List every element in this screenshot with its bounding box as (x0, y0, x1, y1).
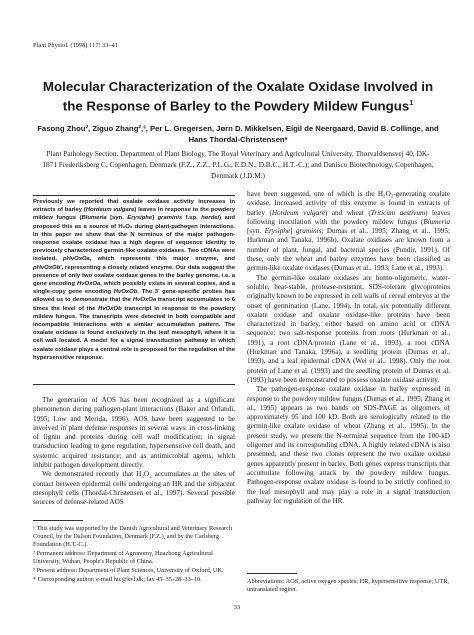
body-text: have been suggested, one of which is the H₂O₂-generating oxalate oxidase. Increased activity of this enzyme is found in extracts of barley ( (247, 190, 450, 217)
journal-reference: Plant Physiol. (1998) 117: 33–41 (33, 42, 118, 49)
body-paragraph: The generation of AOS has been recognized as a significant phenomenon during pathogen-plant interactions (Baker and Orlandi, 1995; Low and Merida, 1996). AOS have been suggested to be involved in plant defense responses in several ways: in cross-linking of lignin and proteins during cell wall modification; in signal transduction leading to gene regulation, hypersensitive cell death, and systemic acquired resistance; and as antimicrobial agents, which inhibit pathogen development directly. (33, 396, 235, 470)
species-name: Blumeria (423, 217, 450, 226)
body-paragraph (247, 190, 450, 274)
abstract-text: , which possibly exists in several copies, and a single-copy gene encoding (33, 281, 235, 296)
footnote-rule (33, 520, 83, 521)
article-title-text: Molecular Characterization of the Oxalate Oxidase Involved in the Response of Barley to the Powdery Mildew Fungus (42, 79, 434, 114)
page-number: 33 (233, 604, 241, 611)
left-column-body (33, 396, 235, 508)
body-paragraph: The pathogen-response oxalate oxidase in barley expressed in response to the powdery mildew fungus (Dumas et al., 1995; Zhang et al., 1995) appears as two bands on SDS-PAGE as oligomers of approximately 95 and 100 kD. Both are serologically related to the germin-like oxalate oxidase of wheat (Zhang et al., 1995). In the present study, we present the N-terminal sequence from the 100-kD oligomer and its corresponding cDNA. A highly related cDNA is also presented, and these two clones represent the two oxalate oxidase genes apparently present in barley. Both genes express transcripts that accumulate following attack by the powdery mildew fungus. Pathogen-response oxalate oxidase is found to be strictly confined to the leaf mesophyll and may play a role in a signal transduction pathway for regulation of the HR. (247, 385, 450, 505)
abstract-text: transcript in response to the powdery mildew fungus. The transcripts were detected in both compatible and incompatible interactions with a similar accumulation pattern. The oxalate oxidase is found exclusively in the leaf mesophyll, where it is cell wall located. A model for a signal transduction pathway in which oxalate oxidase plays a central role is proposed for the regulation of the hypersensitive response. (33, 305, 235, 361)
abstract-text: ) leaves in response to the powdery mildew fungus ( (33, 207, 235, 222)
body-text: ; Dumas et al., 1995; Zhang et al., 1995; Hurkman and Tanaka, 1996b). Oxalate oxidases are known from a number of plant, fungal, and bacterial species (Pundir, 1991). Of these, only the wheat and barley enzymes have been classified as germin-like oxalate oxidases (Dumas et al., 1993; Lane et al., 1993). (247, 227, 450, 273)
species-name: graminis (295, 227, 322, 236)
species-name: graminis (157, 215, 183, 222)
gene-name: HvOxOb (113, 289, 138, 296)
species-name: Blumeria (81, 215, 107, 222)
abstract (33, 198, 235, 362)
abstract-text: ) and proposed this as a source of H₂O₂ during plant-pathogen interactions. In this paper we show that the N terminus of the major pathogen-response oxalate oxidase has a high degree of sequence identity to previously characterized germin-like oxalate oxidases. Two cDNAs were isolated, (33, 215, 235, 263)
species-name: Erysiphe (127, 215, 153, 222)
body-text: ) leaves following inoculation with the powdery mildew fungus ( (247, 208, 451, 226)
footnote: ² Permanent address: Department of Agronomy, Huazhong Agricultural University, Wuhan, People's Republic of China. (33, 550, 213, 565)
abstract-text: . The 3' gene-specific probes has allowed us to demonstrate that the (33, 289, 235, 304)
abstract-text: Previously we reported that oxalate oxidase activity increases in extracts of barley ( (33, 199, 235, 214)
abstract-top-rule (33, 195, 235, 196)
species-name: Hordeum vulgare (271, 208, 325, 217)
abstract-text: f.sp. (182, 215, 202, 222)
article-title (33, 78, 443, 114)
footnote: * Corresponding author; e-mail htc@kvl.dk; fax 45–35–28–33–10. (33, 576, 202, 583)
abbreviations-footnote (247, 573, 450, 594)
body-paragraph: We demonstrated recently that H₂O₂ accumulates at the sites of contact between epidermal cells undergoing an HR and the subjacent mesophyll cells (Thordal-Christensen et al., 1997). Several possible sources of defense-related AOS (33, 470, 235, 507)
abbreviations-text: Abbreviations: AOS, active oxygen species; HR, hypersensitive response; UTR, untranslated region. (247, 578, 449, 593)
species-name: Hordeum vulgare (85, 207, 135, 214)
gene-name: pHvOxOa (62, 256, 90, 263)
author-affiliation: Plant Pathology Section, Department of Plant Biology, The Royal Veterinary and Agricultural University, Thorvaldsensvej 40, DK-1871 Frederiksberg C, Copenhagen, Denmark (F.Z., Z.Z., P.L.G., E.D.N., D.B.C., H.T.-C.); and Danisco Biotechnology, Copenhagen, Denmark (J.D.M.) (42, 149, 434, 180)
abstract-text: , which represents this major enzyme, and (89, 256, 235, 263)
abstract-text: ] (152, 215, 158, 222)
abstract-text: transcript accumulates to 6 times the level of the (33, 297, 235, 312)
gene-name: HvOxOa (132, 297, 157, 304)
abstract-text: [syn. (106, 215, 128, 222)
footnote: ¹ This study was supported by the Danish Agricultural and Veterinary Research Council, by the Dalson Foundation, Denmark (F.Z.), and by the Carlsberg Foundation (H.T.-C.). (33, 525, 233, 548)
species-name: Triticum aestivum (370, 208, 426, 217)
body-text: [syn. (247, 227, 265, 236)
title-footnote-mark: 1 (409, 100, 414, 107)
footnotes (33, 520, 235, 585)
species-name: Erysiphe (264, 227, 291, 236)
body-paragraph: The germin-like oxalate oxidases are homo-oligomeric, water-soluble, heat-stable, protease-resistant, SDS-tolerant glycoproteins originally known to be expressed in cell walls of cereal embryos at the onset of germination (Lane, 1994). In total, six potentially different oxalate oxidase and oxalate oxidase-like proteins have been characterized in barley, either based on amino acid or cDNA sequence: two salt-response proteins from roots (Hurkman et al., 1991), a root cDNA/protein (Lane et al., 1993), a root cDNA (Hurkman and Tanaka, 1996a), a seedling protein (Dumas et al., 1993), and a leaf epidermal cDNA (Wei et al., 1998). Only the root protein of Lane et al. (1993) and the seedling protein of Dumas et al. (1993) have been demonstrated to possess oxalate oxidase activity. (247, 273, 450, 384)
footnote: ³ Present address: Department of Plant Sciences, University of Oxford, UK. (33, 567, 224, 574)
gene-name: HvOxOa (77, 281, 101, 288)
right-column-body (247, 190, 450, 506)
abstract-bottom-rule (33, 384, 235, 385)
author-list: Fasong Zhou², Ziguo Zhang²,³, Per L. Gregersen, Jørn D. Mikkelsen, Eigil de Neergaard, David B. Collinge, and Hans Thordal-Christensen* (37, 124, 439, 144)
gene-name: pHvOxOb' (33, 264, 62, 271)
body-text: ) and wheat ( (324, 208, 371, 217)
abstract-text: , representing a closely related enzyme. Our data suggest the presence of only two oxalate oxidase genes in the barley genome, i.e. a gene encoding (33, 264, 235, 288)
gene-name: HvOxOb (98, 305, 122, 312)
footnote-rule (247, 573, 297, 574)
species-name: hordei (201, 215, 220, 222)
body-text: ] (290, 227, 296, 236)
